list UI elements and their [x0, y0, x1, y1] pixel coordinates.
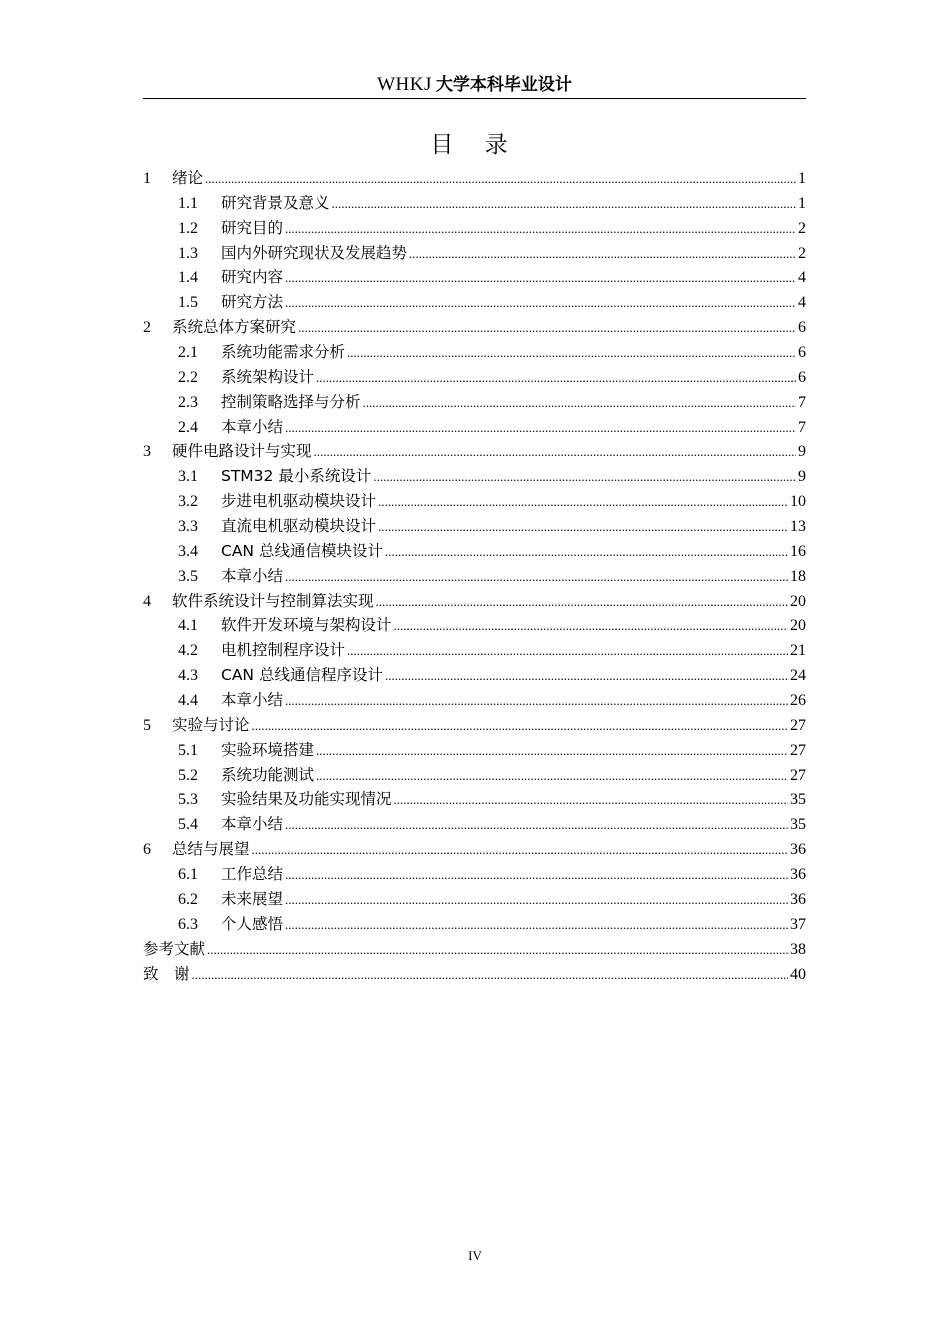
toc-entry-title: 系统架构设计 [221, 367, 315, 386]
toc-dot-leader [316, 764, 788, 788]
toc-entry-title: 参考文献 [143, 939, 206, 958]
toc-entry-page: 27 [790, 741, 806, 759]
toc-entry-number: 5.1 [178, 741, 198, 759]
toc-entry-page: 20 [790, 617, 806, 635]
toc-entry-number: 2.1 [178, 344, 198, 362]
toc-entry-title: 实验环境搭建 [221, 740, 315, 759]
toc-entry-title: 国内外研究现状及发展趋势 [221, 243, 408, 262]
toc-dot-leader [394, 788, 788, 812]
toc-entry-page: 27 [790, 716, 806, 734]
toc-entry-number: 1.1 [178, 194, 198, 212]
toc-entry-title: 本章小结 [221, 417, 284, 436]
toc-entry-number: 4.2 [178, 642, 198, 660]
toc-entry-title: 系统总体方案研究 [172, 318, 297, 337]
toc-entry-page: 6 [798, 319, 806, 337]
toc-entry[interactable] [143, 489, 806, 514]
toc-dot-leader [285, 863, 788, 887]
toc-entry-title: 系统功能需求分析 [221, 343, 346, 362]
toc-entry[interactable] [143, 464, 806, 489]
toc-dot-leader [385, 540, 788, 564]
toc-entry-number: 2.2 [178, 368, 198, 386]
toc-entry[interactable] [143, 539, 806, 564]
toc-entry-title: 工作总结 [221, 865, 284, 884]
toc-dot-leader [285, 266, 796, 290]
toc-entry-number: 6.3 [178, 915, 198, 933]
header-latin: WHKJ [377, 74, 432, 95]
toc-entry-page: 7 [798, 393, 806, 411]
toc-entry[interactable] [143, 638, 806, 663]
toc-entry[interactable] [143, 415, 806, 440]
toc-entry-page: 9 [798, 468, 806, 486]
toc-entry-page: 27 [790, 766, 806, 784]
toc-entry-title: 绪论 [172, 169, 204, 187]
toc-entry-title: 研究内容 [221, 268, 284, 287]
toc-entry[interactable] [143, 290, 806, 315]
toc-list [143, 166, 806, 986]
toc-entry-page: 9 [798, 443, 806, 461]
toc-dot-leader [316, 366, 796, 390]
toc-entry[interactable] [143, 837, 806, 862]
toc-entry-number: 1.5 [178, 294, 198, 312]
toc-dot-leader [285, 813, 788, 837]
toc-dot-leader [347, 341, 796, 365]
toc-entry-title: 未来展望 [221, 889, 284, 908]
toc-entry-title: STM32 最小系统设计 [221, 467, 372, 486]
toc-entry-page: 2 [798, 244, 806, 262]
toc-entry-title: 致 谢 [143, 964, 190, 983]
toc-entry-title: 研究目的 [221, 218, 284, 237]
toc-dot-leader [332, 192, 796, 216]
toc-entry-title: CAN 总线通信模块设计 [221, 541, 383, 560]
toc-entry-number: 2.4 [178, 418, 198, 436]
toc-entry-title: CAN 总线通信程序设计 [221, 666, 383, 685]
toc-entry-number: 5.2 [178, 766, 198, 784]
toc-entry-page: 6 [798, 344, 806, 362]
page-number: IV [468, 1248, 482, 1263]
toc-entry-number: 4.4 [178, 692, 198, 710]
toc-entry-title: 本章小结 [221, 691, 284, 710]
toc-entry[interactable] [143, 265, 806, 290]
toc-dot-leader [285, 565, 788, 589]
toc-dot-leader [385, 664, 788, 688]
toc-entry-page: 4 [798, 294, 806, 312]
toc-dot-leader [192, 963, 788, 987]
toc-entry[interactable] [143, 787, 806, 812]
toc-dot-leader [285, 291, 796, 315]
toc-entry-title: 系统功能测试 [221, 765, 315, 784]
toc-entry[interactable] [143, 564, 806, 589]
toc-entry-page: 21 [790, 642, 806, 660]
toc-entry-title: 研究背景及意义 [221, 193, 330, 212]
toc-entry-title: 软件系统设计与控制算法实现 [172, 591, 374, 610]
toc-entry-number: 5.3 [178, 791, 198, 809]
toc-entry-number: 1.4 [178, 269, 198, 287]
toc-dot-leader [376, 590, 788, 614]
toc-entry-number: 5 [143, 716, 151, 734]
toc-entry-number: 3.3 [178, 518, 198, 536]
toc-dot-leader [285, 888, 788, 912]
toc-entry-number: 4.1 [178, 617, 198, 635]
toc-entry-title: 控制策略选择与分析 [221, 392, 361, 411]
toc-entry-page: 7 [798, 418, 806, 436]
toc-entry[interactable] [143, 937, 806, 962]
toc-entry[interactable] [143, 688, 806, 713]
toc-entry[interactable] [143, 763, 806, 788]
toc-entry-page: 26 [790, 692, 806, 710]
toc-entry-title: 实验结果及功能实现情况 [221, 790, 392, 809]
toc-dot-leader [316, 739, 788, 763]
toc-entry-title: 电机控制程序设计 [221, 641, 346, 660]
toc-dot-leader [252, 838, 788, 862]
toc-entry-page: 24 [790, 667, 806, 685]
toc-entry-page: 6 [798, 368, 806, 386]
toc-entry-page: 4 [798, 269, 806, 287]
toc-entry-number: 2.3 [178, 393, 198, 411]
toc-entry-page: 38 [790, 940, 806, 958]
toc-entry-number: 3 [143, 443, 151, 461]
toc-entry[interactable] [143, 613, 806, 638]
toc-entry[interactable] [143, 962, 806, 987]
toc-dot-leader [298, 316, 796, 340]
toc-entry[interactable] [143, 439, 806, 464]
toc-entry[interactable] [143, 390, 806, 415]
toc-dot-leader [314, 440, 796, 464]
toc-entry-page: 36 [790, 841, 806, 859]
toc-entry-page: 40 [790, 965, 806, 983]
toc-dot-leader [378, 490, 788, 514]
toc-entry[interactable] [143, 887, 806, 912]
toc-entry-title: 本章小结 [221, 815, 284, 834]
toc-entry-page: 35 [790, 816, 806, 834]
header-title: 大学本科毕业设计 [435, 75, 572, 95]
toc-entry-title: 本章小结 [221, 566, 284, 585]
page-header [143, 70, 806, 99]
toc-dot-leader [285, 416, 796, 440]
toc-entry-number: 1 [143, 170, 151, 187]
toc-entry-page: 20 [790, 592, 806, 610]
toc-dot-leader [347, 639, 788, 663]
toc-entry-number: 6.1 [178, 866, 198, 884]
toc-entry-page: 1 [798, 194, 806, 212]
toc-entry-title: 个人感悟 [221, 914, 284, 933]
toc-entry-title: 直流电机驱动模块设计 [221, 517, 377, 536]
toc-entry[interactable] [143, 166, 806, 191]
toc-dot-leader [409, 242, 796, 266]
toc-entry-title: 研究方法 [221, 293, 284, 312]
toc-entry-number: 4 [143, 592, 151, 610]
toc-entry[interactable] [143, 514, 806, 539]
toc-entry-number: 5.4 [178, 816, 198, 834]
toc-dot-leader [285, 217, 796, 241]
toc-entry-number: 2 [143, 319, 151, 337]
toc-entry[interactable] [143, 812, 806, 837]
toc-entry-number: 3.5 [178, 567, 198, 585]
toc-dot-leader [207, 938, 788, 962]
toc-entry[interactable] [143, 315, 806, 340]
toc-entry[interactable] [143, 589, 806, 614]
toc-entry-title: 软件开发环境与架构设计 [221, 616, 392, 635]
toc-entry-number: 3.4 [178, 542, 198, 560]
toc-dot-leader [378, 515, 788, 539]
toc-entry-number: 1.3 [178, 244, 198, 262]
toc-entry-number: 6.2 [178, 890, 198, 908]
toc-dot-leader [252, 714, 788, 738]
toc-entry[interactable] [143, 713, 806, 738]
toc-entry-title: 步进电机驱动模块设计 [221, 492, 377, 511]
toc-entry[interactable] [143, 241, 806, 266]
toc-dot-leader [285, 689, 788, 713]
toc-entry-page: 10 [790, 493, 806, 511]
toc-entry[interactable] [143, 340, 806, 365]
toc-entry[interactable] [143, 738, 806, 763]
toc-entry-number: 3.2 [178, 493, 198, 511]
toc-entry-page: 1 [798, 170, 806, 187]
toc-entry-page: 36 [790, 890, 806, 908]
toc-dot-leader [394, 614, 788, 638]
toc-entry[interactable] [143, 912, 806, 937]
toc-entry[interactable] [143, 862, 806, 887]
toc-entry-title: 总结与展望 [172, 840, 250, 859]
toc-title: 目 录 [430, 132, 520, 158]
toc-dot-leader [205, 167, 796, 191]
toc-entry-title: 实验与讨论 [172, 715, 250, 734]
toc-entry[interactable] [143, 216, 806, 241]
toc-entry-page: 37 [790, 915, 806, 933]
toc-dot-leader [363, 391, 796, 415]
toc-entry-number: 6 [143, 841, 151, 859]
toc-entry-title: 硬件电路设计与实现 [172, 442, 312, 461]
toc-entry-page: 13 [790, 518, 806, 536]
toc-entry-page: 35 [790, 791, 806, 809]
toc-entry-number: 3.1 [178, 468, 198, 486]
toc-entry[interactable] [143, 365, 806, 390]
toc-dot-leader [285, 913, 788, 937]
toc-dot-leader [373, 465, 796, 489]
toc-entry-number: 4.3 [178, 667, 198, 685]
toc-entry[interactable] [143, 663, 806, 688]
toc-entry-number: 1.2 [178, 219, 198, 237]
toc-entry-page: 36 [790, 866, 806, 884]
toc-entry-page: 16 [790, 542, 806, 560]
toc-entry[interactable] [143, 191, 806, 216]
toc-entry-page: 2 [798, 219, 806, 237]
toc-entry-page: 18 [790, 567, 806, 585]
